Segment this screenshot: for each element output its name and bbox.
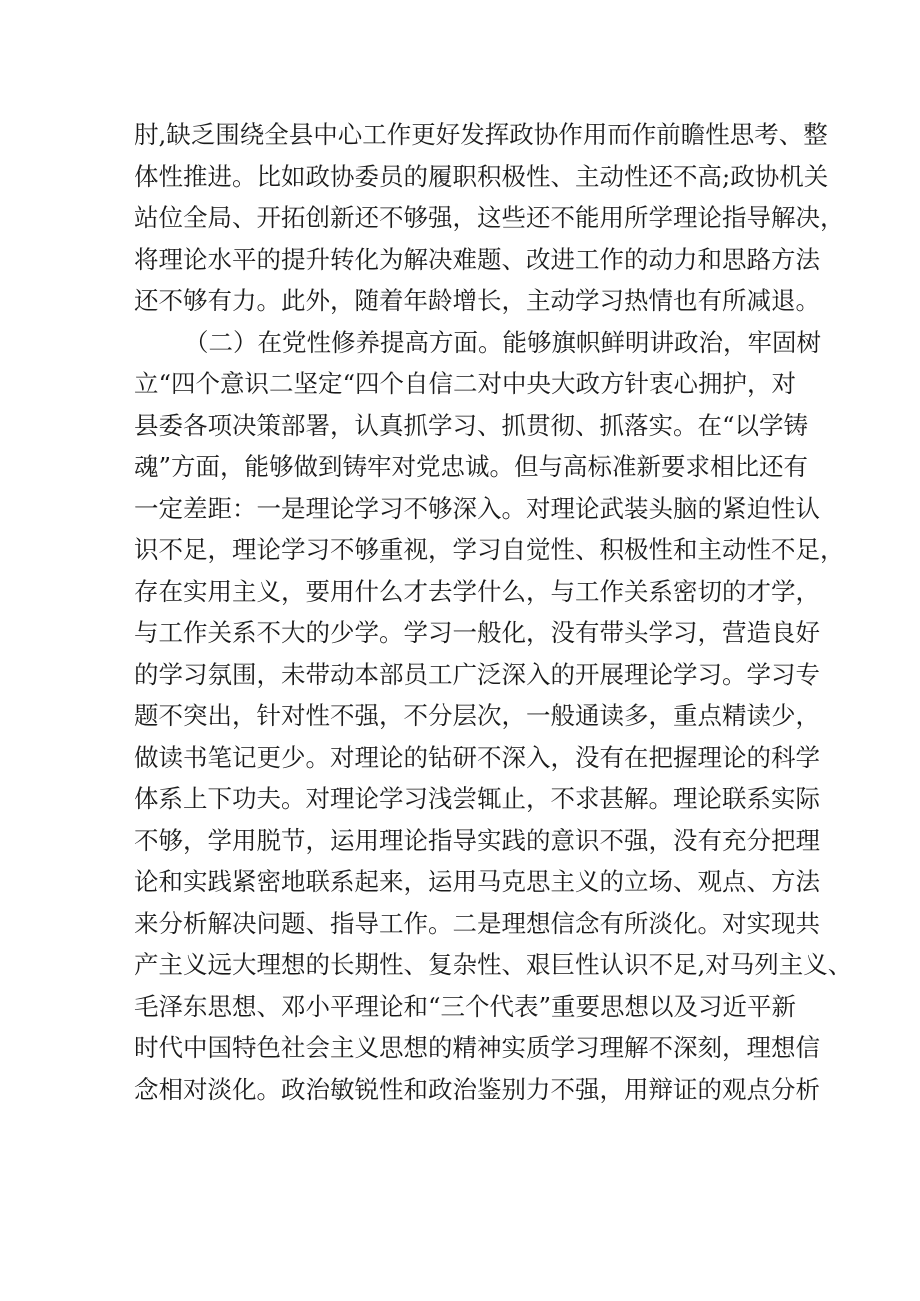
text-line-3: 站位全局、开拓创新还不够强，这些还不能用所学理论指导解决， [134,203,845,232]
text-line-10: 一定差距：一是理论学习不够深入。对理论武装头脑的紧迫性认 [134,493,820,523]
text-line-21: 产主义远大理想的长期性、复杂性、艰巨性认识不足,对马列主义、 [134,950,853,979]
text-line-18: 不够，学用脱节，运用理论指导实践的意识不强，没有充分把理 [134,825,820,855]
text-line-17: 体系上下功夫。对理论学习浅尝辄止，不求甚解。理论联系实际 [134,784,820,813]
text-line-22: 毛泽东思想、邓小平理论和“三个代表”重要思想以及习近平新 [134,991,797,1021]
text-line-20: 来分析解决问题、指导工作。二是理想信念有所淡化。对实现共 [134,908,820,938]
text-line-2: 体性推进。比如政协委员的履职积极性、主动性还不高;政协机关 [134,161,829,191]
text-line-13: 与工作关系不大的少学。学习一般化，没有带头学习，营造良好 [134,618,820,647]
text-line-16: 做读书笔记更少。对理论的钻研不深入，没有在把握理论的科学 [134,742,820,772]
text-line-7: 立“四个意识二坚定“四个自信二对中央大政方针衷心拥护，对 [134,369,797,398]
text-line-24: 念相对淡化。政治敏锐性和政治鉴别力不强，用辩证的观点分析 [134,1074,820,1104]
text-line-11: 识不足，理论学习不够重视，学习自觉性、积极性和主动性不足， [134,535,845,564]
text-line-4: 将理论水平的提升转化为解决难题、改进工作的动力和思路方法 [134,244,820,274]
text-line-9: 魂”方面，能够做到铸牢对党忠诚。但与高标准新要求相比还有 [134,452,809,481]
text-line-1: 肘,缺乏围绕全县中心工作更好发挥政协作用而作前瞻性思考、整 [134,120,828,149]
text-line-15: 题不突出，针对性不强，不分层次，一般通读多，重点精读少， [134,701,820,730]
text-line-19: 论和实践紧密地联系起来，运用马克思主义的立场、观点、方法 [134,867,820,896]
text-line-23: 时代中国特色社会主义思想的精神实质学习理解不深刻，理想信 [134,1033,820,1062]
text-line-5: 还不够有力。此外，随着年龄增长，主动学习热情也有所减退。 [134,286,820,315]
text-line-6: （二）在党性修养提高方面。能够旗帜鲜明讲政治，牢固树 [184,327,821,357]
body-text [134,114,853,1110]
text-line-8: 县委各项决策部署，认真抓学习、抓贯彻、抓落实。在“以学铸 [134,410,809,440]
text-line-14: 的学习氛围，未带动本部员工广泛深入的开展理论学习。学习专 [134,659,820,689]
text-line-12: 存在实用主义，要用什么才去学什么，与工作关系密切的才学， [134,576,820,606]
